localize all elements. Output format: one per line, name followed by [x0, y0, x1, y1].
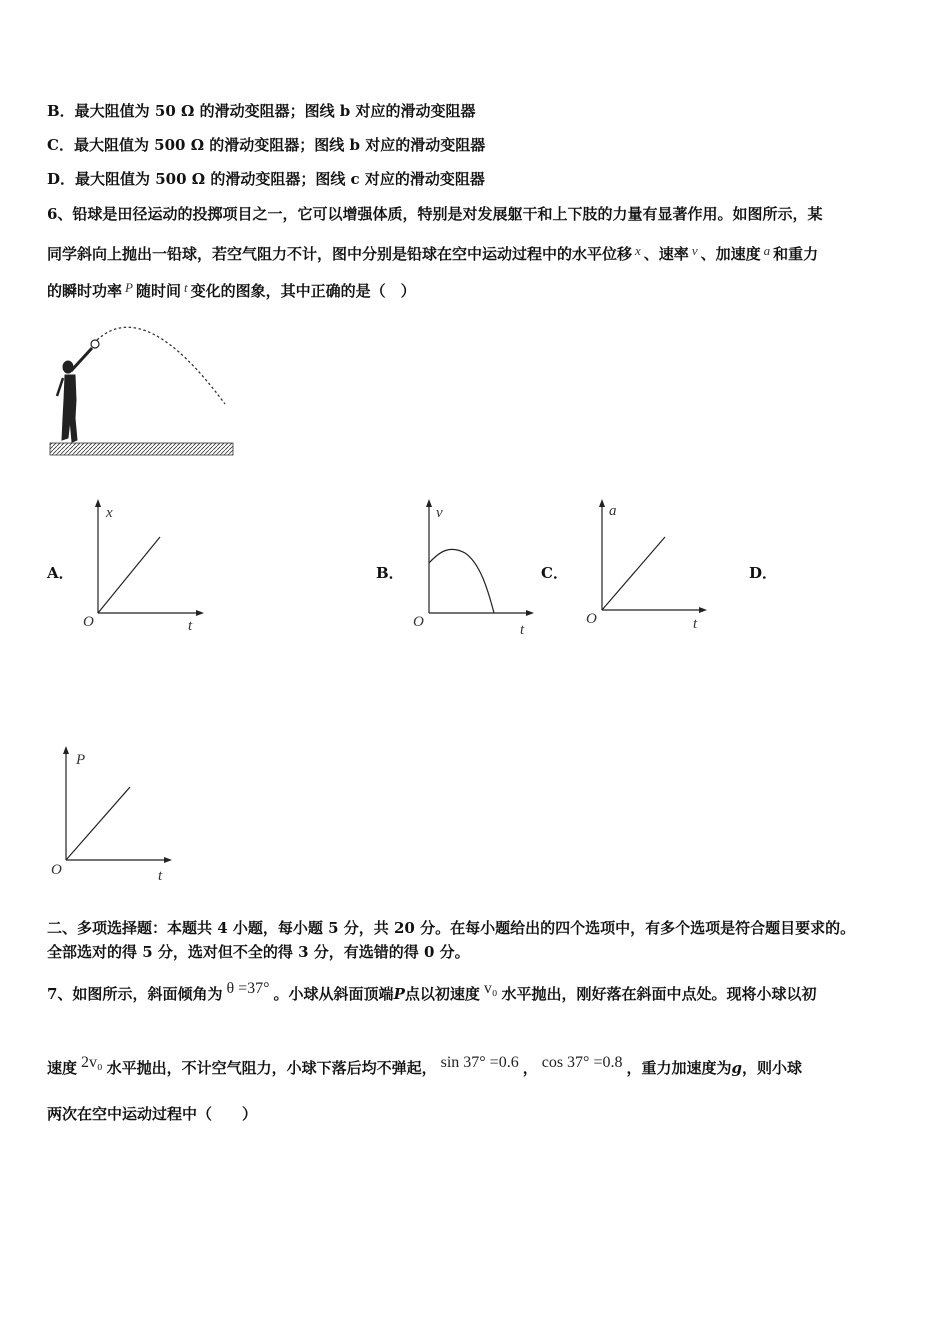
option-b-label: B．: [376, 564, 404, 582]
graph-c-a-t: [583, 495, 713, 640]
option-c-prev: C．最大阻值为 500 Ω 的滑动变阻器；图线 b 对应的滑动变阻器: [47, 136, 486, 154]
y-axis-label: v: [436, 505, 443, 521]
q7-line2: 速度 2v₀ 水平抛出，不计空气阻力，小球下落后均不弹起， sin 37° =0.6 ， cos 37° =0.8 ，重力加速度为g，则小球: [47, 1054, 802, 1077]
y-axis-label: P: [76, 752, 86, 768]
origin-label: O: [413, 614, 424, 630]
x-axis-label: t: [693, 616, 698, 632]
var-a: a: [763, 243, 771, 258]
x-axis-arrow: [164, 857, 172, 863]
option-c-label: C．: [541, 564, 568, 582]
origin-label: O: [83, 614, 94, 630]
option-d-label: D．: [749, 564, 778, 582]
theta-expr: θ =37°: [226, 980, 270, 997]
x-axis-label: t: [188, 618, 193, 634]
shot-put-illustration: [45, 318, 240, 460]
x-axis-arrow: [699, 607, 707, 613]
athlete-figure: [57, 348, 92, 442]
x-axis-arrow: [196, 610, 204, 616]
gravity-g: g: [731, 1059, 742, 1077]
q7-line1: 7、如图所示，斜面倾角为 θ =37° 。小球从斜面顶端P点以初速度 v₀ 水平抛出，刚好落在斜面中点处。现将小球以初: [47, 980, 817, 1003]
2v0-expr: 2v₀: [81, 1054, 103, 1071]
q6-line1: 6、铅球是田径运动的投掷项目之一，它可以增强体质，特别是对发展躯干和上下肢的力量有显著作用。如图所示，某: [47, 205, 823, 223]
y-axis-arrow: [95, 499, 101, 507]
var-t: t: [183, 280, 188, 295]
v0-expr: v₀: [483, 980, 498, 997]
q6-line3: 的瞬时功率 P 随时间 t 变化的图象，其中正确的是（ ）: [47, 280, 416, 300]
y-axis-label: x: [106, 505, 113, 521]
graph-line: [98, 537, 160, 613]
origin-label: O: [586, 611, 597, 627]
var-x: x: [635, 243, 641, 258]
sin-expr: sin 37° =0.6: [440, 1054, 519, 1071]
graph-curve: [429, 549, 494, 613]
x-axis-label: t: [158, 868, 163, 884]
x-axis-label: t: [520, 622, 525, 638]
point-p: P: [393, 985, 405, 1003]
graph-line: [602, 537, 665, 610]
y-axis-arrow: [426, 499, 432, 507]
y-axis-label: a: [609, 503, 617, 519]
y-axis-arrow: [599, 499, 605, 507]
x-axis-arrow: [526, 610, 534, 616]
shot-ball: [91, 340, 99, 348]
q7-line3: 两次在空中运动过程中（ ）: [47, 1105, 258, 1123]
section2-line1: 二、多项选择题：本题共 4 小题，每小题 5 分，共 20 分。在每小题给出的四个选项中，有多个选项是符合题目要求的。: [47, 919, 856, 937]
var-p: P: [125, 280, 133, 295]
ground: [50, 443, 233, 455]
option-d-prev: D．最大阻值为 500 Ω 的滑动变阻器；图线 c 对应的滑动变阻器: [47, 170, 485, 188]
graph-d-p-t: [48, 740, 183, 885]
var-v: v: [691, 243, 698, 258]
q6-line2: 同学斜向上抛出一铅球，若空气阻力不计，图中分别是铅球在空中运动过程中的水平位移 x 、速率 v 、加速度 a 和重力: [47, 243, 819, 263]
y-axis-arrow: [63, 746, 69, 754]
graph-line: [66, 787, 130, 860]
trajectory-curve: [97, 327, 225, 404]
graph-a-x-t: [80, 495, 215, 640]
option-a-label: A．: [47, 564, 74, 582]
graph-b-v-t: [410, 495, 540, 640]
option-b-prev: B．最大阻值为 50 Ω 的滑动变阻器；图线 b 对应的滑动变阻器: [47, 102, 476, 120]
origin-label: O: [51, 862, 62, 878]
section2-line2: 全部选对的得 5 分，选对但不全的得 3 分，有选错的得 0 分。: [47, 943, 470, 961]
cos-expr: cos 37° =0.8: [541, 1054, 623, 1071]
